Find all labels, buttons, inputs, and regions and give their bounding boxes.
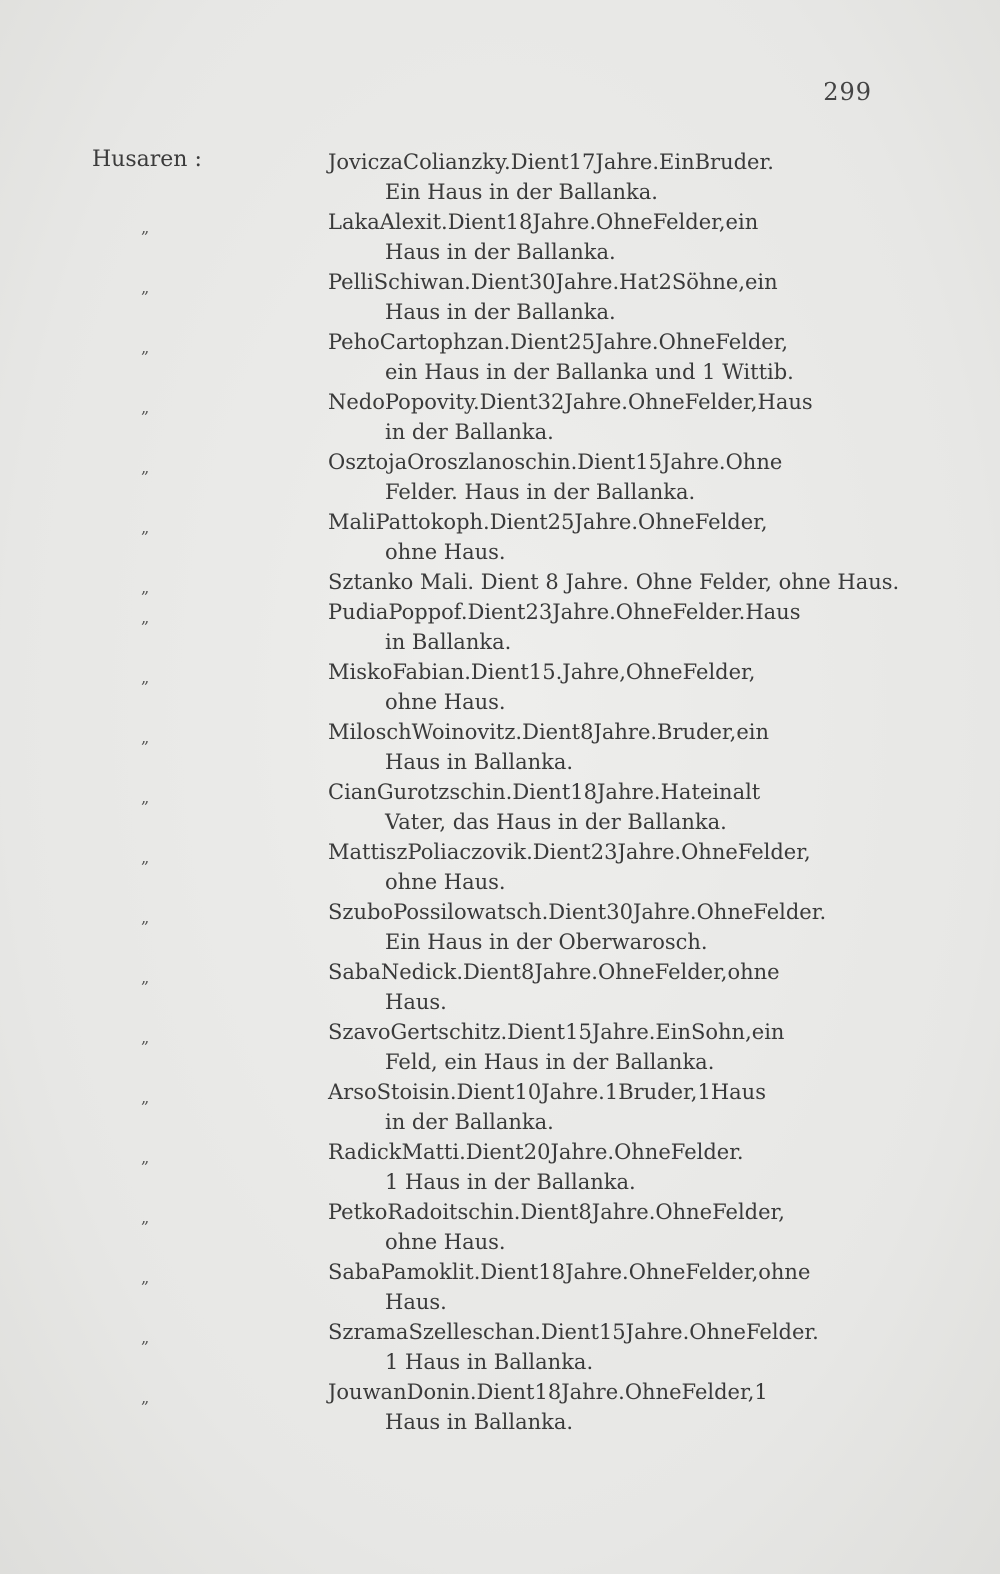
entry-first-line: CianGurotzschin.Dient18Jahre.Hateinalt xyxy=(328,780,761,804)
ditto-mark: „ xyxy=(141,398,150,417)
list-item xyxy=(0,327,1000,387)
entry-text xyxy=(328,567,900,597)
entry-text xyxy=(328,957,873,1017)
entry-continuation-line: Feld, ein Haus in der Ballanka. xyxy=(385,1050,715,1074)
list-item xyxy=(0,1077,1000,1137)
entry-text xyxy=(328,1257,873,1317)
list-item xyxy=(0,957,1000,1017)
entry-text xyxy=(328,1017,873,1077)
entry-first-line: RadickMatti.Dient20Jahre.OhneFelder. xyxy=(328,1140,744,1164)
entry-continuation-line: Haus in Ballanka. xyxy=(385,1410,574,1434)
entry-text xyxy=(328,507,873,567)
entry-list xyxy=(0,147,1000,1437)
entry-first-line: SabaPamoklit.Dient18Jahre.OhneFelder,ohne xyxy=(328,1260,811,1284)
entry-text xyxy=(328,897,873,957)
list-item xyxy=(0,597,1000,657)
entry-continuation-line: ohne Haus. xyxy=(385,690,506,714)
ditto-mark: „ xyxy=(141,608,150,627)
entry-first-line: JouwanDonin.Dient18Jahre.OhneFelder,1 xyxy=(328,1380,768,1404)
list-item xyxy=(0,1257,1000,1317)
list-item xyxy=(0,717,1000,777)
ditto-mark: „ xyxy=(141,518,150,537)
list-item xyxy=(0,657,1000,717)
entry-continuation-line: 1 Haus in Ballanka. xyxy=(385,1350,594,1374)
entry-text xyxy=(328,717,873,777)
ditto-mark: „ xyxy=(141,578,150,597)
entry-continuation-line: Vater, das Haus in der Ballanka. xyxy=(385,810,727,834)
entry-first-line: PehoCartophzan.Dient25Jahre.OhneFelder, xyxy=(328,330,789,354)
entry-first-line: MaliPattokoph.Dient25Jahre.OhneFelder, xyxy=(328,510,768,534)
ditto-mark: „ xyxy=(141,1148,150,1167)
entry-text xyxy=(328,1377,873,1437)
ditto-mark: „ xyxy=(141,728,150,747)
entry-first-line: MiskoFabian.Dient15.Jahre,OhneFelder, xyxy=(328,660,756,684)
ditto-mark: „ xyxy=(141,1388,150,1407)
list-item xyxy=(0,1377,1000,1437)
list-item xyxy=(0,447,1000,507)
entry-first-line: PelliSchiwan.Dient30Jahre.Hat2Söhne,ein xyxy=(328,270,778,294)
entry-first-line: PetkoRadoitschin.Dient8Jahre.OhneFelder, xyxy=(328,1200,785,1224)
entry-text xyxy=(328,597,873,657)
entry-first-line: SzuboPossilowatsch.Dient30Jahre.OhneFelder. xyxy=(328,900,827,924)
list-item xyxy=(0,777,1000,837)
ditto-mark: „ xyxy=(141,668,150,687)
entry-continuation-line: Ein Haus in der Ballanka. xyxy=(385,180,658,204)
list-item xyxy=(0,567,1000,597)
entry-first-line: MiloschWoinovitz.Dient8Jahre.Bruder,ein xyxy=(328,720,769,744)
list-item xyxy=(0,387,1000,447)
ditto-mark: „ xyxy=(141,218,150,237)
entry-text xyxy=(328,447,873,507)
ditto-mark: „ xyxy=(141,338,150,357)
entry-text xyxy=(328,1317,873,1377)
list-item xyxy=(0,1197,1000,1257)
entry-continuation-line: Felder. Haus in der Ballanka. xyxy=(385,480,696,504)
entry-text xyxy=(328,387,873,447)
entry-continuation-line: in der Ballanka. xyxy=(385,1110,554,1134)
list-item xyxy=(0,207,1000,267)
entry-first-line: MattiszPoliaczovik.Dient23Jahre.OhneFelder, xyxy=(328,840,811,864)
entry-text xyxy=(328,1137,873,1197)
entry-text xyxy=(328,147,873,207)
entry-continuation-line: in Ballanka. xyxy=(385,630,512,654)
ditto-mark: „ xyxy=(141,788,150,807)
entry-continuation-line: Haus in der Ballanka. xyxy=(385,240,616,264)
entry-first-line: ArsoStoisin.Dient10Jahre.1Bruder,1Haus xyxy=(328,1080,766,1104)
entry-continuation-line: ohne Haus. xyxy=(385,540,506,564)
ditto-mark: „ xyxy=(141,908,150,927)
entry-text xyxy=(328,267,873,327)
entry-first-line: LakaAlexit.Dient18Jahre.OhneFelder,ein xyxy=(328,210,759,234)
ditto-mark: „ xyxy=(141,278,150,297)
ditto-mark: „ xyxy=(141,1268,150,1287)
entry-first-line: Sztanko Mali. Dient 8 Jahre. Ohne Felder, ohne Haus. xyxy=(328,570,900,594)
entry-continuation-line: ohne Haus. xyxy=(385,870,506,894)
ditto-mark: „ xyxy=(141,968,150,987)
ditto-mark: „ xyxy=(141,848,150,867)
ditto-mark: „ xyxy=(141,1028,150,1047)
entry-text xyxy=(328,327,873,387)
entry-text xyxy=(328,207,873,267)
ditto-mark: „ xyxy=(141,1328,150,1347)
entry-first-line: PudiaPoppof.Dient23Jahre.OhneFelder.Haus xyxy=(328,600,801,624)
section-label: Husaren : xyxy=(92,147,202,172)
list-item xyxy=(0,837,1000,897)
list-item xyxy=(0,1317,1000,1377)
entry-first-line: SabaNedick.Dient8Jahre.OhneFelder,ohne xyxy=(328,960,780,984)
entry-continuation-line: ohne Haus. xyxy=(385,1230,506,1254)
ditto-mark: „ xyxy=(141,1088,150,1107)
entry-first-line: OsztojaOroszlanoschin.Dient15Jahre.Ohne xyxy=(328,450,783,474)
entry-continuation-line: Haus. xyxy=(385,990,447,1014)
entry-first-line: SzramaSzelleschan.Dient15Jahre.OhneFelder. xyxy=(328,1320,819,1344)
entry-continuation-line: Ein Haus in der Oberwarosch. xyxy=(385,930,708,954)
entry-continuation-line: Haus. xyxy=(385,1290,447,1314)
entry-continuation-line: Haus in der Ballanka. xyxy=(385,300,616,324)
entry-text xyxy=(328,1077,873,1137)
list-item xyxy=(0,507,1000,567)
entry-first-line: NedoPopovity.Dient32Jahre.OhneFelder,Haus xyxy=(328,390,813,414)
ditto-mark: „ xyxy=(141,458,150,477)
page-number: 299 xyxy=(823,78,872,106)
entry-text xyxy=(328,1197,873,1257)
list-item xyxy=(0,897,1000,957)
entry-text xyxy=(328,777,873,837)
entry-first-line: SzavoGertschitz.Dient15Jahre.EinSohn,ein xyxy=(328,1020,785,1044)
entry-continuation-line: Haus in Ballanka. xyxy=(385,750,574,774)
entry-continuation-line: ein Haus in der Ballanka und 1 Wittib. xyxy=(385,360,794,384)
list-item xyxy=(0,267,1000,327)
list-item xyxy=(0,147,1000,207)
entry-text xyxy=(328,837,873,897)
entry-text xyxy=(328,657,873,717)
list-item xyxy=(0,1137,1000,1197)
entry-continuation-line: in der Ballanka. xyxy=(385,420,554,444)
list-item xyxy=(0,1017,1000,1077)
entry-continuation-line: 1 Haus in der Ballanka. xyxy=(385,1170,636,1194)
entry-first-line: JoviczaColianzky.Dient17Jahre.EinBruder. xyxy=(328,150,774,174)
ditto-mark: „ xyxy=(141,1208,150,1227)
